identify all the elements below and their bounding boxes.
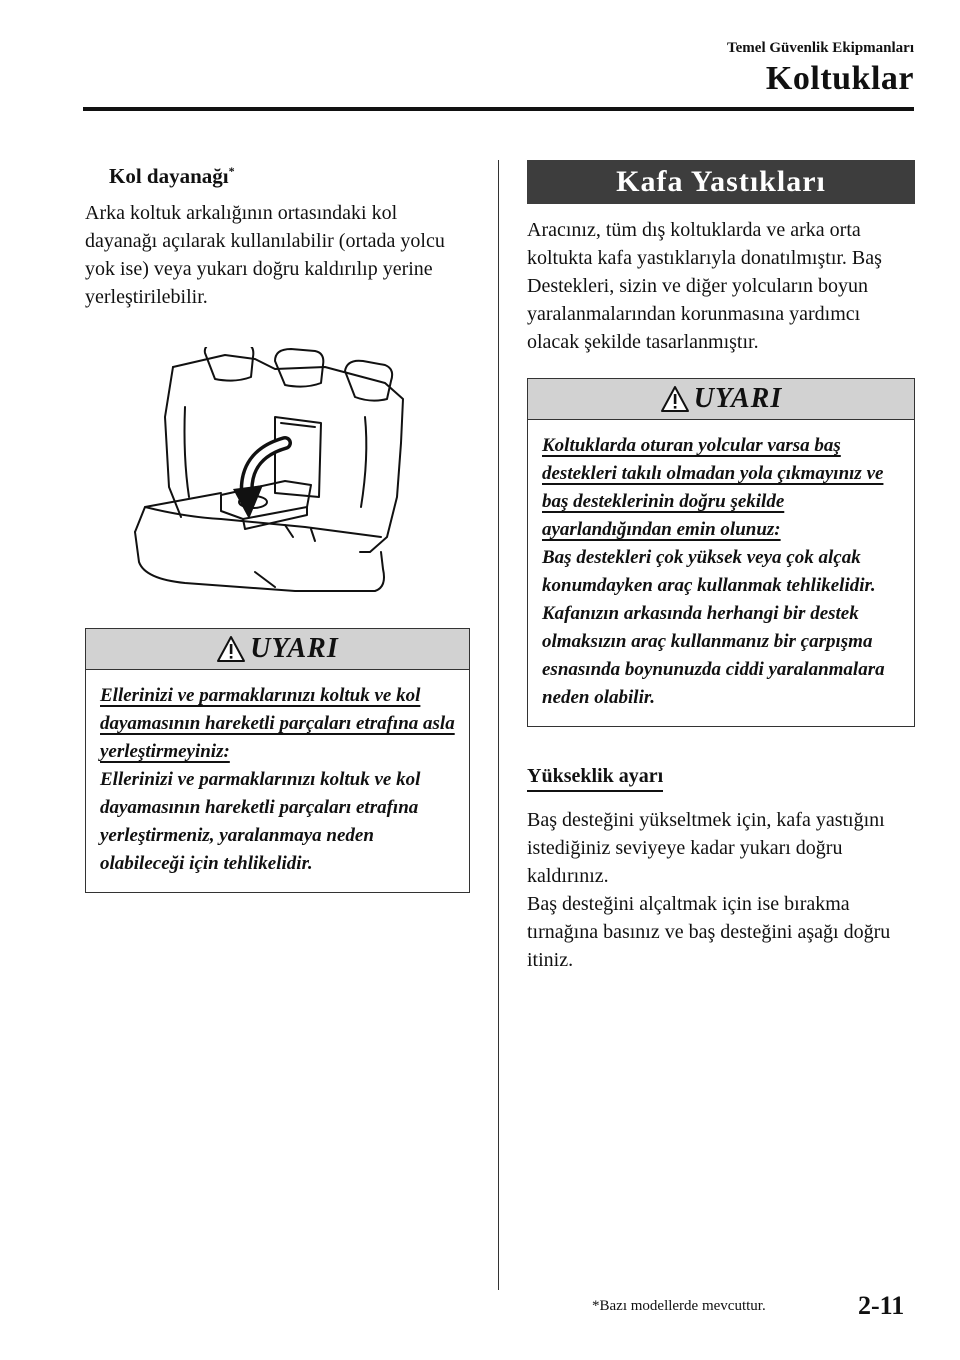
warning-body [528, 420, 914, 726]
head-restraint-intro: Aracınız, tüm dış koltuklarda ve arka orta koltukta kafa yastıklarıyla donatılmıştır. Baş Destekleri, sizin ve diğer yolcuların boyun yaralanmalarından korunmasına yardımcı olacak şekilde tasarlanmıştır. [527, 219, 882, 353]
warning-emphasis: Koltuklarda oturan yolcular varsa baş destekleri takılı olmadan yola çıkmayınız ve baş desteklerinin doğru şekilde ayarlandığından emin olunuz: [542, 435, 884, 540]
left-column [85, 160, 470, 893]
height-lower-paragraph: Baş desteğini alçaltmak için ise bırakma tırnağına basınız ve baş desteğini aşağı doğru itiniz. [527, 893, 891, 971]
height-raise-paragraph: Baş desteğini yükseltmek için, kafa yastığını istediğiniz seviyeye kadar yukarı doğru kaldırınız. [527, 809, 885, 887]
warning-triangle-icon [216, 635, 246, 663]
warning-label: UYARI [693, 383, 783, 414]
rear-seat-armrest-illustration [125, 347, 435, 597]
footnote: *Bazı modellerde mevcuttur. [592, 1298, 766, 1314]
armrest-paragraph: Arka koltuk arkalığının ortasındaki kol dayanağı açılarak kullanılabilir (ortada yolcu yok ise) veya yukarı doğru kaldırılıp yerine yerleştirilebilir. [85, 202, 445, 308]
page-number: 2-11 [858, 1291, 905, 1320]
column-divider [498, 160, 499, 1290]
warning-triangle-icon [660, 385, 690, 413]
head-restraint-warning-box [527, 378, 915, 727]
warning-emphasis: Ellerinizi ve parmaklarınızı koltuk ve kol dayamasının hareketli parçaları etrafına asla yerleştirmeyiniz: [100, 685, 455, 762]
warning-text: Baş destekleri çok yüksek veya çok alçak konumdayken araç kullanmak tehlikelidir. Kafanızın arkasında herhangi bir destek olmaksızın araç kullanmanız bir çarpışma esnasında boynunuzda ciddi yaralanmalara neden olabilir. [542, 547, 885, 708]
armrest-heading [109, 164, 470, 189]
section-title-bar: Kafa Yastıkları [527, 160, 915, 204]
header-section: Temel Güvenlik Ekipmanları [727, 40, 914, 56]
height-adjust-heading: Yükseklik ayarı [527, 765, 663, 792]
warning-header [86, 629, 469, 670]
warning-body [86, 670, 469, 892]
armrest-heading-text: Kol dayanağı [109, 164, 229, 188]
warning-label: UYARI [250, 633, 339, 664]
header-rule [83, 107, 914, 111]
warning-text: Ellerinizi ve parmaklarınızı koltuk ve kol dayamasının hareketli parçaları etrafına yerleştirmeniz, yaralanmaya neden olabileceği için tehlikelidir. [100, 769, 421, 874]
page-title: Koltuklar [765, 60, 914, 97]
warning-header [528, 379, 914, 420]
right-column [527, 160, 915, 974]
armrest-warning-box [85, 628, 470, 893]
optional-mark: * [228, 164, 235, 178]
